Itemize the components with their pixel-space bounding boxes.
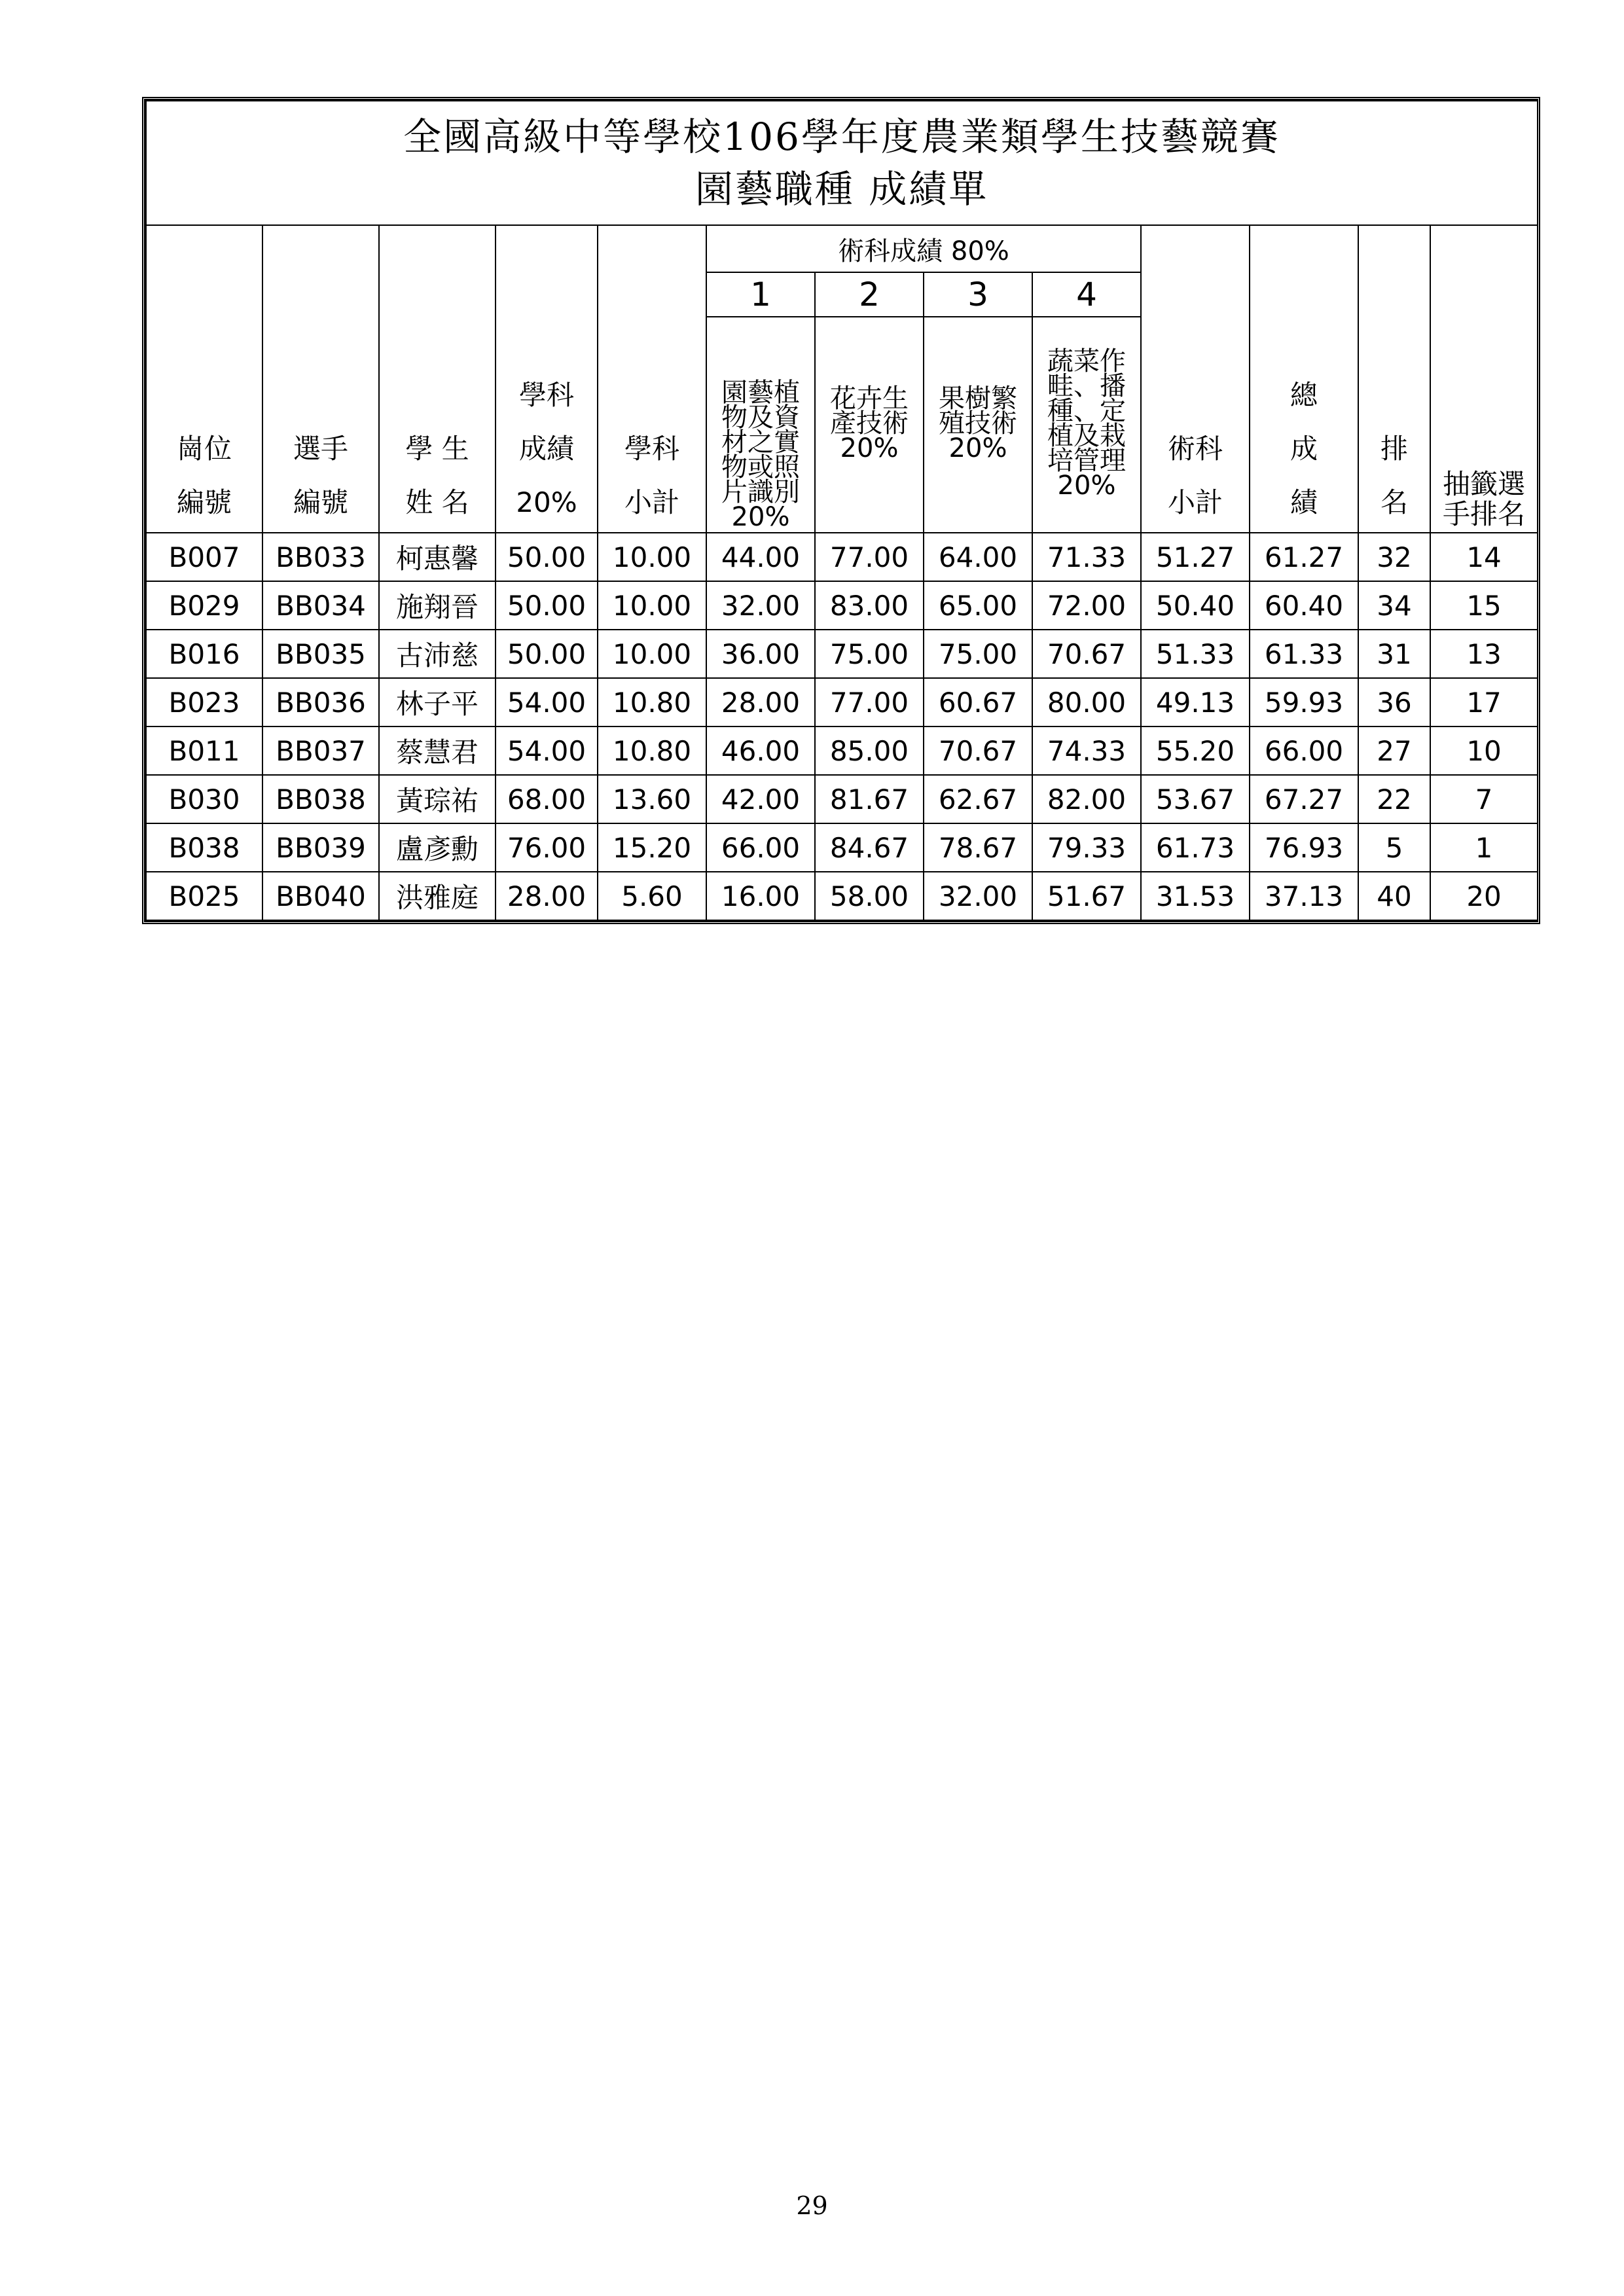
table-cell: 50.00 [496, 630, 598, 678]
table-cell: 78.67 [924, 823, 1032, 872]
header-written-l2: 成績 [518, 433, 574, 465]
table-cell: 34 [1358, 581, 1430, 630]
header-practical-1 [706, 317, 815, 533]
table-cell: 68.00 [496, 775, 598, 823]
header-p4-l4: 植及栽 [1047, 421, 1126, 451]
title-line-2: 園藝職種 成績單 [695, 167, 989, 211]
header-station-l2: 編號 [176, 486, 232, 518]
header-p2-l2: 產技術 [830, 408, 909, 439]
header-practical-4 [1032, 317, 1141, 533]
table-cell: 71.33 [1032, 533, 1141, 581]
header-p4-l3: 種、定 [1047, 396, 1126, 426]
header-rank-l1: 排 [1380, 433, 1408, 465]
table-row [146, 630, 1538, 678]
table-cell: 5 [1358, 823, 1430, 872]
table-cell: 16.00 [706, 872, 815, 920]
header-num-4: 4 [1032, 272, 1141, 317]
table-cell: 50.40 [1141, 581, 1250, 630]
table-cell: 61.33 [1250, 630, 1358, 678]
table-cell: B007 [146, 533, 262, 581]
header-total-l3: 績 [1290, 486, 1318, 518]
table-cell: 36 [1358, 678, 1430, 726]
score-rows [146, 533, 1538, 920]
header-p4-l5: 培管理 [1047, 446, 1126, 476]
table-cell: 76.00 [496, 823, 598, 872]
table-cell: 10.00 [598, 533, 706, 581]
header-p3-l3: 20% [948, 433, 1007, 463]
header-p3-l2: 殖技術 [939, 408, 1017, 439]
table-cell: 40 [1358, 872, 1430, 920]
header-draw-rank [1430, 225, 1538, 533]
table-cell: 60.67 [924, 678, 1032, 726]
table-cell: 盧彥勳 [379, 823, 496, 872]
table-cell: 66.00 [1250, 726, 1358, 775]
table-cell: 15 [1430, 581, 1538, 630]
table-cell: 7 [1430, 775, 1538, 823]
page-number: 29 [796, 2191, 828, 2220]
header-num-1: 1 [706, 272, 815, 317]
table-cell: 31 [1358, 630, 1430, 678]
header-written-sub-l1: 學科 [624, 433, 679, 465]
header-written-score [496, 225, 598, 533]
table-cell: BB034 [262, 581, 379, 630]
table-cell: 古沛慈 [379, 630, 496, 678]
header-station-l1: 崗位 [176, 433, 232, 465]
table-cell: 32 [1358, 533, 1430, 581]
table-cell: B023 [146, 678, 262, 726]
table-cell: 洪雅庭 [379, 872, 496, 920]
table-cell: 13.60 [598, 775, 706, 823]
table-cell: 37.13 [1250, 872, 1358, 920]
table-cell: 32.00 [924, 872, 1032, 920]
header-player-l1: 選手 [293, 433, 348, 465]
table-cell: 59.93 [1250, 678, 1358, 726]
table-cell: 82.00 [1032, 775, 1141, 823]
table-cell: 70.67 [924, 726, 1032, 775]
table-cell: 75.00 [924, 630, 1032, 678]
table-cell: 79.33 [1032, 823, 1141, 872]
header-player [262, 225, 379, 533]
table-cell: 31.53 [1141, 872, 1250, 920]
header-num-2: 2 [815, 272, 924, 317]
header-practical-2 [815, 317, 924, 533]
header-total-l1: 總 [1290, 379, 1318, 411]
table-cell: 1 [1430, 823, 1538, 872]
table-cell: BB038 [262, 775, 379, 823]
score-table [145, 100, 1538, 921]
table-cell: 10.80 [598, 678, 706, 726]
table-cell: BB039 [262, 823, 379, 872]
header-practical-subtotal [1141, 225, 1250, 533]
table-cell: 黃琮祐 [379, 775, 496, 823]
table-cell: 51.67 [1032, 872, 1141, 920]
table-cell: 83.00 [815, 581, 924, 630]
header-practical-3 [924, 317, 1032, 533]
table-cell: 77.00 [815, 678, 924, 726]
table-cell: 58.00 [815, 872, 924, 920]
table-cell: 10 [1430, 726, 1538, 775]
table-row [146, 823, 1538, 872]
header-draw-rank-l1: 抽籤選 [1443, 468, 1526, 500]
table-cell: 50.00 [496, 581, 598, 630]
title-cell [146, 101, 1538, 225]
table-cell: BB036 [262, 678, 379, 726]
table-cell: 81.67 [815, 775, 924, 823]
table-cell: 75.00 [815, 630, 924, 678]
table-cell: 13 [1430, 630, 1538, 678]
header-p1-l6: 20% [731, 502, 790, 532]
header-written-l3: 20% [516, 486, 577, 518]
table-cell: 60.40 [1250, 581, 1358, 630]
score-sheet [142, 97, 1540, 924]
header-written-l1: 學科 [518, 379, 574, 411]
table-cell: 65.00 [924, 581, 1032, 630]
table-row [146, 533, 1538, 581]
header-p4-l2: 畦、播 [1047, 371, 1126, 401]
header-p1-l2: 物及資 [721, 403, 800, 433]
table-cell: 36.00 [706, 630, 815, 678]
table-cell: 20 [1430, 872, 1538, 920]
header-name [379, 225, 496, 533]
table-cell: 50.00 [496, 533, 598, 581]
table-cell: 54.00 [496, 678, 598, 726]
table-cell: 74.33 [1032, 726, 1141, 775]
header-num-3: 3 [924, 272, 1032, 317]
table-row [146, 678, 1538, 726]
table-cell: 22 [1358, 775, 1430, 823]
header-p2-l3: 20% [840, 433, 899, 463]
table-cell: 28.00 [496, 872, 598, 920]
table-cell: 61.73 [1141, 823, 1250, 872]
header-p1-l4: 物或照 [721, 452, 800, 482]
header-station [146, 225, 262, 533]
table-cell: 46.00 [706, 726, 815, 775]
table-cell: B016 [146, 630, 262, 678]
title-line-1: 全國高級中等學校106學年度農業類學生技藝競賽 [403, 115, 1280, 159]
table-cell: 49.13 [1141, 678, 1250, 726]
header-total-l2: 成 [1290, 433, 1318, 465]
table-cell: 54.00 [496, 726, 598, 775]
header-player-l2: 編號 [293, 486, 348, 518]
header-written-sub-l2: 小計 [624, 486, 679, 518]
table-cell: 70.67 [1032, 630, 1141, 678]
table-cell: 80.00 [1032, 678, 1141, 726]
header-draw-rank-l2: 手排名 [1443, 498, 1526, 530]
table-cell: 柯惠馨 [379, 533, 496, 581]
table-cell: BB037 [262, 726, 379, 775]
table-cell: 84.67 [815, 823, 924, 872]
table-cell: 51.27 [1141, 533, 1250, 581]
header-practical-sub-l1: 術科 [1167, 433, 1223, 465]
table-cell: 28.00 [706, 678, 815, 726]
table-cell: 62.67 [924, 775, 1032, 823]
table-cell: B029 [146, 581, 262, 630]
table-cell: 66.00 [706, 823, 815, 872]
table-cell: 55.20 [1141, 726, 1250, 775]
table-cell: BB033 [262, 533, 379, 581]
table-cell: B038 [146, 823, 262, 872]
table-cell: 32.00 [706, 581, 815, 630]
header-practical-sub-l2: 小計 [1167, 486, 1223, 518]
table-cell: 42.00 [706, 775, 815, 823]
table-cell: 5.60 [598, 872, 706, 920]
table-row [146, 726, 1538, 775]
table-cell: 17 [1430, 678, 1538, 726]
table-cell: 67.27 [1250, 775, 1358, 823]
table-cell: 14 [1430, 533, 1538, 581]
header-practical-group: 術科成績 80% [706, 225, 1141, 272]
table-row [146, 775, 1538, 823]
header-p3-l1: 果樹繁 [939, 384, 1017, 414]
table-cell: 施翔晉 [379, 581, 496, 630]
table-cell: 10.00 [598, 630, 706, 678]
header-name-l2: 姓 名 [405, 486, 469, 518]
table-row [146, 581, 1538, 630]
header-written-subtotal [598, 225, 706, 533]
header-name-l1: 學 生 [405, 433, 469, 465]
table-cell: 64.00 [924, 533, 1032, 581]
table-cell: 27 [1358, 726, 1430, 775]
table-cell: 53.67 [1141, 775, 1250, 823]
table-cell: 61.27 [1250, 533, 1358, 581]
header-total [1250, 225, 1358, 533]
table-cell: 15.20 [598, 823, 706, 872]
header-p1-l1: 園藝植 [721, 378, 800, 408]
table-cell: 76.93 [1250, 823, 1358, 872]
header-rank [1358, 225, 1430, 533]
header-p1-l3: 材之實 [721, 427, 800, 457]
table-cell: 10.80 [598, 726, 706, 775]
table-cell: 85.00 [815, 726, 924, 775]
table-cell: BB035 [262, 630, 379, 678]
table-cell: 蔡慧君 [379, 726, 496, 775]
header-p2-l1: 花卉生 [830, 384, 909, 414]
table-cell: 林子平 [379, 678, 496, 726]
table-cell: 10.00 [598, 581, 706, 630]
table-cell: 44.00 [706, 533, 815, 581]
table-cell: 72.00 [1032, 581, 1141, 630]
table-cell: B025 [146, 872, 262, 920]
header-p1-l5: 片識別 [721, 477, 800, 507]
table-cell: 77.00 [815, 533, 924, 581]
header-rank-l2: 名 [1380, 486, 1408, 518]
table-cell: B030 [146, 775, 262, 823]
header-p4-l1: 蔬菜作 [1047, 346, 1126, 376]
header-p4-l6: 20% [1057, 471, 1116, 501]
table-cell: BB040 [262, 872, 379, 920]
table-cell: B011 [146, 726, 262, 775]
table-cell: 51.33 [1141, 630, 1250, 678]
table-row [146, 872, 1538, 920]
